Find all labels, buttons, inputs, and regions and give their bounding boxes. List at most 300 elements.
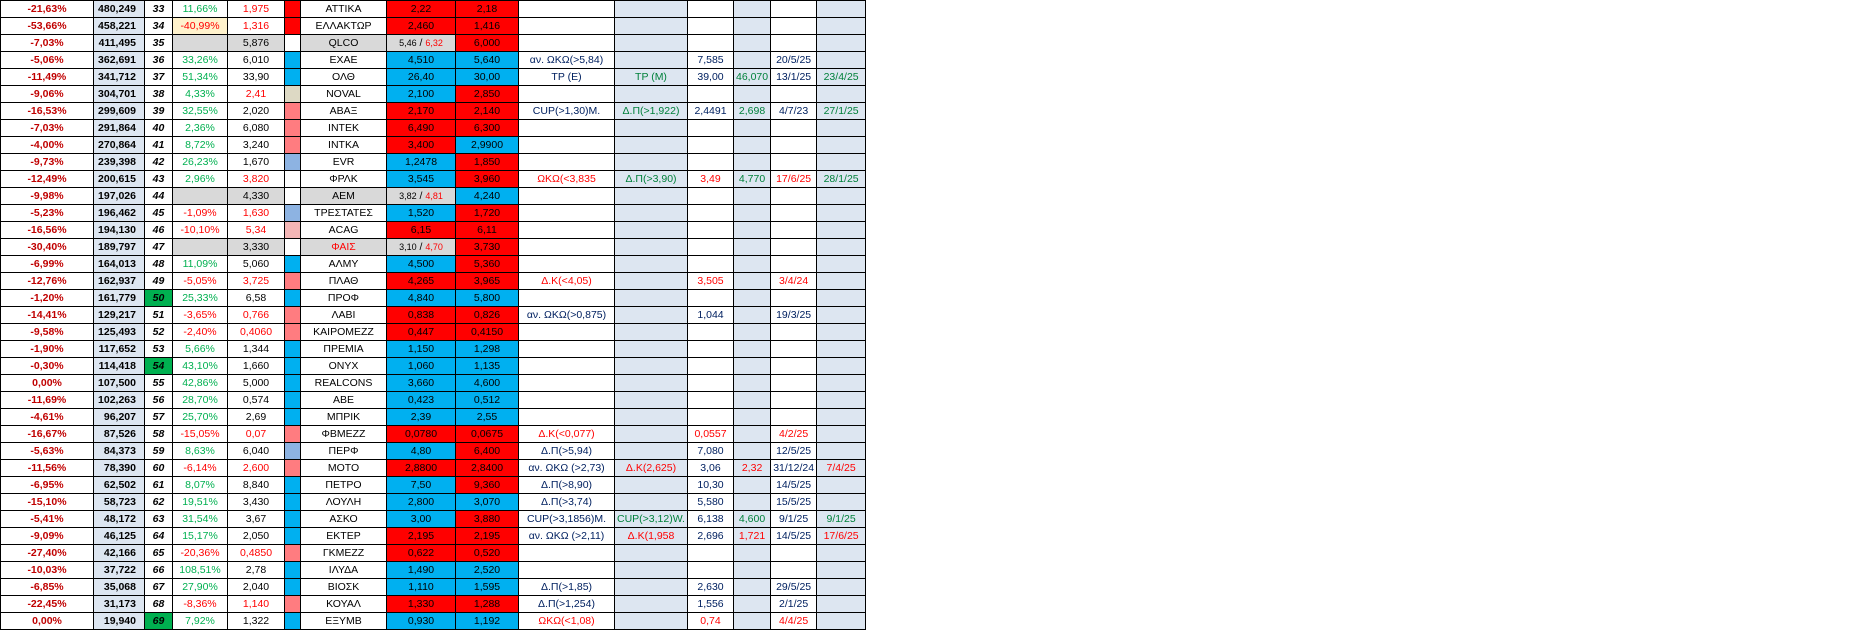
support-cell[interactable]: 2,460	[387, 18, 456, 35]
signal-2-cell[interactable]	[615, 120, 688, 137]
ticker-cell[interactable]: ΦΡΛΚ	[301, 171, 387, 188]
trend-marker-cell[interactable]	[285, 528, 301, 545]
date-2-cell[interactable]	[817, 324, 866, 341]
date-cell[interactable]: 2/1/25	[771, 596, 817, 613]
yearly-change-cell[interactable]: -15,05%	[173, 426, 228, 443]
signal-2-cell[interactable]: TP (M)	[615, 69, 688, 86]
trend-marker-cell[interactable]	[285, 358, 301, 375]
change-percent-cell[interactable]: -12,76%	[1, 273, 94, 290]
signal-cell[interactable]	[519, 409, 615, 426]
yearly-change-cell[interactable]: 8,72%	[173, 137, 228, 154]
support-cell[interactable]: 1,060	[387, 358, 456, 375]
resistance-cell[interactable]: 5,360	[456, 256, 519, 273]
value-cell[interactable]: 84,373	[94, 443, 145, 460]
ticker-cell[interactable]: NOVAL	[301, 86, 387, 103]
signal-cell[interactable]: αν. ΩΚΩ(>5,84)	[519, 52, 615, 69]
target-2-cell[interactable]	[734, 392, 771, 409]
date-cell[interactable]	[771, 375, 817, 392]
value-cell[interactable]: 162,937	[94, 273, 145, 290]
target-cell[interactable]: 39,00	[688, 69, 734, 86]
date-cell[interactable]	[771, 154, 817, 171]
date-2-cell[interactable]	[817, 256, 866, 273]
value-cell[interactable]: 197,026	[94, 188, 145, 205]
support-cell[interactable]: 1,520	[387, 205, 456, 222]
target-cell[interactable]	[688, 137, 734, 154]
value-cell[interactable]: 270,864	[94, 137, 145, 154]
signal-2-cell[interactable]	[615, 1, 688, 18]
price-cell[interactable]: 3,240	[228, 137, 285, 154]
price-cell[interactable]: 3,820	[228, 171, 285, 188]
price-cell[interactable]: 5,34	[228, 222, 285, 239]
change-percent-cell[interactable]: -30,40%	[1, 239, 94, 256]
ticker-cell[interactable]: ΕΞΥΜΒ	[301, 613, 387, 630]
signal-2-cell[interactable]	[615, 613, 688, 630]
ticker-cell[interactable]: ΠΕΤΡΟ	[301, 477, 387, 494]
signal-2-cell[interactable]	[615, 443, 688, 460]
value-cell[interactable]: 114,418	[94, 358, 145, 375]
support-cell[interactable]: 4,510	[387, 52, 456, 69]
support-cell[interactable]: 1,2478	[387, 154, 456, 171]
yearly-change-cell[interactable]: -3,65%	[173, 307, 228, 324]
date-cell[interactable]	[771, 290, 817, 307]
signal-cell[interactable]: Δ.Π(>5,94)	[519, 443, 615, 460]
resistance-cell[interactable]: 30,00	[456, 69, 519, 86]
yearly-change-cell[interactable]	[173, 35, 228, 52]
price-cell[interactable]: 6,080	[228, 120, 285, 137]
date-2-cell[interactable]	[817, 188, 866, 205]
target-cell[interactable]: 1,044	[688, 307, 734, 324]
price-cell[interactable]: 2,600	[228, 460, 285, 477]
yearly-change-cell[interactable]: 15,17%	[173, 528, 228, 545]
support-cell[interactable]: 3,400	[387, 137, 456, 154]
value-cell[interactable]: 19,940	[94, 613, 145, 630]
resistance-cell[interactable]: 3,965	[456, 273, 519, 290]
date-2-cell[interactable]	[817, 596, 866, 613]
target-2-cell[interactable]	[734, 86, 771, 103]
value-cell[interactable]: 117,652	[94, 341, 145, 358]
ticker-cell[interactable]: ΚΑΙΡΟΜΕΖΖ	[301, 324, 387, 341]
date-2-cell[interactable]	[817, 341, 866, 358]
ticker-cell[interactable]: ΕΚΤΕΡ	[301, 528, 387, 545]
yearly-change-cell[interactable]	[173, 239, 228, 256]
target-cell[interactable]: 2,630	[688, 579, 734, 596]
yearly-change-cell[interactable]: 42,86%	[173, 375, 228, 392]
trend-marker-cell[interactable]	[285, 375, 301, 392]
date-cell[interactable]	[771, 222, 817, 239]
signal-cell[interactable]	[519, 1, 615, 18]
support-cell[interactable]: 2,8800	[387, 460, 456, 477]
resistance-cell[interactable]: 3,730	[456, 239, 519, 256]
signal-cell[interactable]	[519, 137, 615, 154]
target-2-cell[interactable]	[734, 443, 771, 460]
ticker-cell[interactable]: ΜΟΤΟ	[301, 460, 387, 477]
yearly-change-cell[interactable]: 51,34%	[173, 69, 228, 86]
price-cell[interactable]: 4,330	[228, 188, 285, 205]
support-cell[interactable]: 0,838	[387, 307, 456, 324]
trend-marker-cell[interactable]	[285, 307, 301, 324]
date-2-cell[interactable]: 23/4/25	[817, 69, 866, 86]
yearly-change-cell[interactable]: 108,51%	[173, 562, 228, 579]
yearly-change-cell[interactable]: 7,92%	[173, 613, 228, 630]
value-cell[interactable]: 96,207	[94, 409, 145, 426]
resistance-cell[interactable]: 2,850	[456, 86, 519, 103]
date-cell[interactable]	[771, 239, 817, 256]
ticker-cell[interactable]: ΦΑΙΣ	[301, 239, 387, 256]
rank-cell[interactable]: 35	[145, 35, 173, 52]
target-2-cell[interactable]	[734, 358, 771, 375]
date-2-cell[interactable]	[817, 120, 866, 137]
target-2-cell[interactable]: 46,070	[734, 69, 771, 86]
trend-marker-cell[interactable]	[285, 120, 301, 137]
date-cell[interactable]	[771, 86, 817, 103]
rank-cell[interactable]: 50	[145, 290, 173, 307]
price-cell[interactable]: 6,58	[228, 290, 285, 307]
resistance-cell[interactable]: 5,640	[456, 52, 519, 69]
date-cell[interactable]	[771, 1, 817, 18]
support-cell[interactable]: 0,930	[387, 613, 456, 630]
trend-marker-cell[interactable]	[285, 579, 301, 596]
signal-cell[interactable]	[519, 341, 615, 358]
target-cell[interactable]	[688, 154, 734, 171]
target-2-cell[interactable]	[734, 137, 771, 154]
ticker-cell[interactable]: QLCO	[301, 35, 387, 52]
ticker-cell[interactable]: EVR	[301, 154, 387, 171]
resistance-cell[interactable]: 3,070	[456, 494, 519, 511]
resistance-cell[interactable]: 1,135	[456, 358, 519, 375]
date-cell[interactable]	[771, 137, 817, 154]
price-cell[interactable]: 0,07	[228, 426, 285, 443]
change-percent-cell[interactable]: -11,69%	[1, 392, 94, 409]
price-cell[interactable]: 2,78	[228, 562, 285, 579]
signal-2-cell[interactable]	[615, 392, 688, 409]
yearly-change-cell[interactable]: 5,66%	[173, 341, 228, 358]
value-cell[interactable]: 46,125	[94, 528, 145, 545]
rank-cell[interactable]: 59	[145, 443, 173, 460]
price-cell[interactable]: 5,060	[228, 256, 285, 273]
rank-cell[interactable]: 63	[145, 511, 173, 528]
ticker-cell[interactable]: ΛΟΥΛΗ	[301, 494, 387, 511]
rank-cell[interactable]: 37	[145, 69, 173, 86]
trend-marker-cell[interactable]	[285, 273, 301, 290]
rank-cell[interactable]: 39	[145, 103, 173, 120]
signal-cell[interactable]: Δ.Π(>8,90)	[519, 477, 615, 494]
signal-2-cell[interactable]	[615, 409, 688, 426]
trend-marker-cell[interactable]	[285, 222, 301, 239]
date-cell[interactable]: 19/3/25	[771, 307, 817, 324]
change-percent-cell[interactable]: -16,53%	[1, 103, 94, 120]
resistance-cell[interactable]: 9,360	[456, 477, 519, 494]
resistance-cell[interactable]: 1,720	[456, 205, 519, 222]
date-cell[interactable]	[771, 35, 817, 52]
change-percent-cell[interactable]: 0,00%	[1, 613, 94, 630]
target-2-cell[interactable]	[734, 613, 771, 630]
change-percent-cell[interactable]: -5,06%	[1, 52, 94, 69]
price-cell[interactable]: 2,040	[228, 579, 285, 596]
target-cell[interactable]	[688, 256, 734, 273]
target-2-cell[interactable]	[734, 545, 771, 562]
yearly-change-cell[interactable]: -40,99%	[173, 18, 228, 35]
date-cell[interactable]	[771, 324, 817, 341]
target-cell[interactable]	[688, 120, 734, 137]
support-cell[interactable]: 3,00	[387, 511, 456, 528]
price-cell[interactable]: 2,050	[228, 528, 285, 545]
rank-cell[interactable]: 46	[145, 222, 173, 239]
support-cell[interactable]: 0,447	[387, 324, 456, 341]
date-cell[interactable]	[771, 341, 817, 358]
support-cell[interactable]: 3,545	[387, 171, 456, 188]
yearly-change-cell[interactable]: 26,23%	[173, 154, 228, 171]
ticker-cell[interactable]: ΑΒΑΞ	[301, 103, 387, 120]
target-cell[interactable]	[688, 188, 734, 205]
target-2-cell[interactable]	[734, 562, 771, 579]
date-cell[interactable]: 3/4/24	[771, 273, 817, 290]
ticker-cell[interactable]: ΑΣΚΟ	[301, 511, 387, 528]
ticker-cell[interactable]: ΠΕΡΦ	[301, 443, 387, 460]
rank-cell[interactable]: 42	[145, 154, 173, 171]
date-cell[interactable]: 15/5/25	[771, 494, 817, 511]
signal-cell[interactable]: Δ.Π(>3,74)	[519, 494, 615, 511]
signal-2-cell[interactable]: Δ.Π(>1,922)	[615, 103, 688, 120]
rank-cell[interactable]: 62	[145, 494, 173, 511]
target-2-cell[interactable]	[734, 205, 771, 222]
resistance-cell[interactable]: 0,520	[456, 545, 519, 562]
resistance-cell[interactable]: 2,8400	[456, 460, 519, 477]
signal-2-cell[interactable]	[615, 205, 688, 222]
price-cell[interactable]: 5,000	[228, 375, 285, 392]
date-cell[interactable]: 29/5/25	[771, 579, 817, 596]
date-2-cell[interactable]	[817, 290, 866, 307]
trend-marker-cell[interactable]	[285, 86, 301, 103]
signal-cell[interactable]: Δ.Κ(<0,077)	[519, 426, 615, 443]
target-2-cell[interactable]	[734, 324, 771, 341]
price-cell[interactable]: 1,316	[228, 18, 285, 35]
signal-cell[interactable]	[519, 120, 615, 137]
signal-cell[interactable]: TP (E)	[519, 69, 615, 86]
date-2-cell[interactable]	[817, 494, 866, 511]
rank-cell[interactable]: 38	[145, 86, 173, 103]
signal-cell[interactable]: CUP(>3,1856)M.	[519, 511, 615, 528]
date-cell[interactable]: 4/7/23	[771, 103, 817, 120]
trend-marker-cell[interactable]	[285, 392, 301, 409]
date-2-cell[interactable]	[817, 477, 866, 494]
yearly-change-cell[interactable]: 2,96%	[173, 171, 228, 188]
support-cell[interactable]: 2,22	[387, 1, 456, 18]
resistance-cell[interactable]: 6,300	[456, 120, 519, 137]
price-cell[interactable]: 8,840	[228, 477, 285, 494]
target-cell[interactable]	[688, 358, 734, 375]
date-2-cell[interactable]	[817, 86, 866, 103]
value-cell[interactable]: 102,263	[94, 392, 145, 409]
signal-cell[interactable]: ΩΚΩ(<1,08)	[519, 613, 615, 630]
target-cell[interactable]: 2,4491	[688, 103, 734, 120]
ticker-cell[interactable]: ΕΛΛΑΚΤΩΡ	[301, 18, 387, 35]
date-cell[interactable]	[771, 256, 817, 273]
signal-cell[interactable]	[519, 375, 615, 392]
target-cell[interactable]	[688, 562, 734, 579]
change-percent-cell[interactable]: -9,06%	[1, 86, 94, 103]
support-cell[interactable]: 4,80	[387, 443, 456, 460]
change-percent-cell[interactable]: -5,63%	[1, 443, 94, 460]
price-cell[interactable]: 2,020	[228, 103, 285, 120]
target-2-cell[interactable]	[734, 154, 771, 171]
target-2-cell[interactable]	[734, 188, 771, 205]
date-2-cell[interactable]	[817, 137, 866, 154]
price-cell[interactable]: 0,574	[228, 392, 285, 409]
value-cell[interactable]: 196,462	[94, 205, 145, 222]
change-percent-cell[interactable]: -15,10%	[1, 494, 94, 511]
rank-cell[interactable]: 56	[145, 392, 173, 409]
rank-cell[interactable]: 66	[145, 562, 173, 579]
trend-marker-cell[interactable]	[285, 171, 301, 188]
ticker-cell[interactable]: ΠΛΑΘ	[301, 273, 387, 290]
date-2-cell[interactable]: 9/1/25	[817, 511, 866, 528]
change-percent-cell[interactable]: -4,00%	[1, 137, 94, 154]
target-2-cell[interactable]	[734, 307, 771, 324]
target-cell[interactable]: 0,74	[688, 613, 734, 630]
signal-2-cell[interactable]	[615, 324, 688, 341]
resistance-cell[interactable]: 1,850	[456, 154, 519, 171]
signal-cell[interactable]	[519, 545, 615, 562]
rank-cell[interactable]: 67	[145, 579, 173, 596]
target-cell[interactable]	[688, 205, 734, 222]
signal-2-cell[interactable]	[615, 596, 688, 613]
yearly-change-cell[interactable]: 33,26%	[173, 52, 228, 69]
signal-2-cell[interactable]	[615, 52, 688, 69]
trend-marker-cell[interactable]	[285, 154, 301, 171]
rank-cell[interactable]: 61	[145, 477, 173, 494]
target-2-cell[interactable]: 4,600	[734, 511, 771, 528]
change-percent-cell[interactable]: -9,58%	[1, 324, 94, 341]
signal-2-cell[interactable]	[615, 562, 688, 579]
price-cell[interactable]: 1,344	[228, 341, 285, 358]
price-cell[interactable]: 3,725	[228, 273, 285, 290]
trend-marker-cell[interactable]	[285, 239, 301, 256]
signal-cell[interactable]	[519, 35, 615, 52]
signal-2-cell[interactable]	[615, 358, 688, 375]
signal-2-cell[interactable]	[615, 290, 688, 307]
date-2-cell[interactable]	[817, 154, 866, 171]
resistance-cell[interactable]: 0,512	[456, 392, 519, 409]
resistance-cell[interactable]: 1,298	[456, 341, 519, 358]
date-2-cell[interactable]	[817, 222, 866, 239]
date-cell[interactable]	[771, 205, 817, 222]
signal-cell[interactable]	[519, 18, 615, 35]
resistance-cell[interactable]: 3,960	[456, 171, 519, 188]
yearly-change-cell[interactable]: 43,10%	[173, 358, 228, 375]
rank-cell[interactable]: 47	[145, 239, 173, 256]
change-percent-cell[interactable]: -14,41%	[1, 307, 94, 324]
signal-2-cell[interactable]	[615, 239, 688, 256]
date-2-cell[interactable]	[817, 358, 866, 375]
trend-marker-cell[interactable]	[285, 562, 301, 579]
signal-2-cell[interactable]	[615, 307, 688, 324]
signal-cell[interactable]: ΩΚΩ(<3,835	[519, 171, 615, 188]
ticker-cell[interactable]: ΛΑΒΙ	[301, 307, 387, 324]
signal-cell[interactable]: CUP(>1,30)M.	[519, 103, 615, 120]
target-cell[interactable]: 1,556	[688, 596, 734, 613]
trend-marker-cell[interactable]	[285, 256, 301, 273]
resistance-cell[interactable]: 2,520	[456, 562, 519, 579]
trend-marker-cell[interactable]	[285, 477, 301, 494]
support-cell[interactable]: 4,265	[387, 273, 456, 290]
signal-cell[interactable]	[519, 392, 615, 409]
target-2-cell[interactable]	[734, 1, 771, 18]
resistance-cell[interactable]: 2,9900	[456, 137, 519, 154]
trend-marker-cell[interactable]	[285, 137, 301, 154]
value-cell[interactable]: 362,691	[94, 52, 145, 69]
date-2-cell[interactable]: 17/6/25	[817, 528, 866, 545]
target-2-cell[interactable]	[734, 477, 771, 494]
support-cell[interactable]: 2,195	[387, 528, 456, 545]
ticker-cell[interactable]: ΙΛΥΔΑ	[301, 562, 387, 579]
date-2-cell[interactable]: 7/4/25	[817, 460, 866, 477]
change-percent-cell[interactable]: -9,73%	[1, 154, 94, 171]
date-2-cell[interactable]	[817, 18, 866, 35]
change-percent-cell[interactable]: -27,40%	[1, 545, 94, 562]
value-cell[interactable]: 58,723	[94, 494, 145, 511]
change-percent-cell[interactable]: -16,56%	[1, 222, 94, 239]
support-cell[interactable]: 1,110	[387, 579, 456, 596]
signal-2-cell[interactable]	[615, 18, 688, 35]
trend-marker-cell[interactable]	[285, 494, 301, 511]
ticker-cell[interactable]: ΕΧΑΕ	[301, 52, 387, 69]
ticker-cell[interactable]: ΑΕΜ	[301, 188, 387, 205]
date-2-cell[interactable]	[817, 443, 866, 460]
signal-2-cell[interactable]	[615, 188, 688, 205]
yearly-change-cell[interactable]: 11,66%	[173, 1, 228, 18]
signal-2-cell[interactable]	[615, 426, 688, 443]
yearly-change-cell[interactable]: 4,33%	[173, 86, 228, 103]
yearly-change-cell[interactable]: -20,36%	[173, 545, 228, 562]
value-cell[interactable]: 87,526	[94, 426, 145, 443]
price-cell[interactable]: 1,975	[228, 1, 285, 18]
date-2-cell[interactable]	[817, 205, 866, 222]
date-cell[interactable]: 31/12/24	[771, 460, 817, 477]
signal-2-cell[interactable]: Δ.Π(>3,90)	[615, 171, 688, 188]
value-cell[interactable]: 200,615	[94, 171, 145, 188]
trend-marker-cell[interactable]	[285, 511, 301, 528]
support-cell[interactable]: 6,490	[387, 120, 456, 137]
value-cell[interactable]: 239,398	[94, 154, 145, 171]
support-cell[interactable]: 2,100	[387, 86, 456, 103]
rank-cell[interactable]: 65	[145, 545, 173, 562]
trend-marker-cell[interactable]	[285, 426, 301, 443]
date-2-cell[interactable]	[817, 35, 866, 52]
yearly-change-cell[interactable]: 11,09%	[173, 256, 228, 273]
date-cell[interactable]	[771, 358, 817, 375]
value-cell[interactable]: 48,172	[94, 511, 145, 528]
resistance-cell[interactable]: 5,800	[456, 290, 519, 307]
value-cell[interactable]: 304,701	[94, 86, 145, 103]
support-cell[interactable]: 6,15	[387, 222, 456, 239]
support-cell[interactable]: 4,840	[387, 290, 456, 307]
signal-cell[interactable]: αν. ΩΚΩ(>0,875)	[519, 307, 615, 324]
resistance-cell[interactable]: 0,0675	[456, 426, 519, 443]
rank-cell[interactable]: 53	[145, 341, 173, 358]
yearly-change-cell[interactable]: -6,14%	[173, 460, 228, 477]
target-cell[interactable]	[688, 392, 734, 409]
date-cell[interactable]	[771, 18, 817, 35]
target-2-cell[interactable]	[734, 341, 771, 358]
change-percent-cell[interactable]: -9,09%	[1, 528, 94, 545]
target-cell[interactable]	[688, 375, 734, 392]
rank-cell[interactable]: 51	[145, 307, 173, 324]
change-percent-cell[interactable]: -9,98%	[1, 188, 94, 205]
change-percent-cell[interactable]: -4,61%	[1, 409, 94, 426]
ticker-cell[interactable]: ΤΡΕΣΤΑΤΕΣ	[301, 205, 387, 222]
ticker-cell[interactable]: ΒΙΟΣΚ	[301, 579, 387, 596]
target-cell[interactable]: 3,06	[688, 460, 734, 477]
